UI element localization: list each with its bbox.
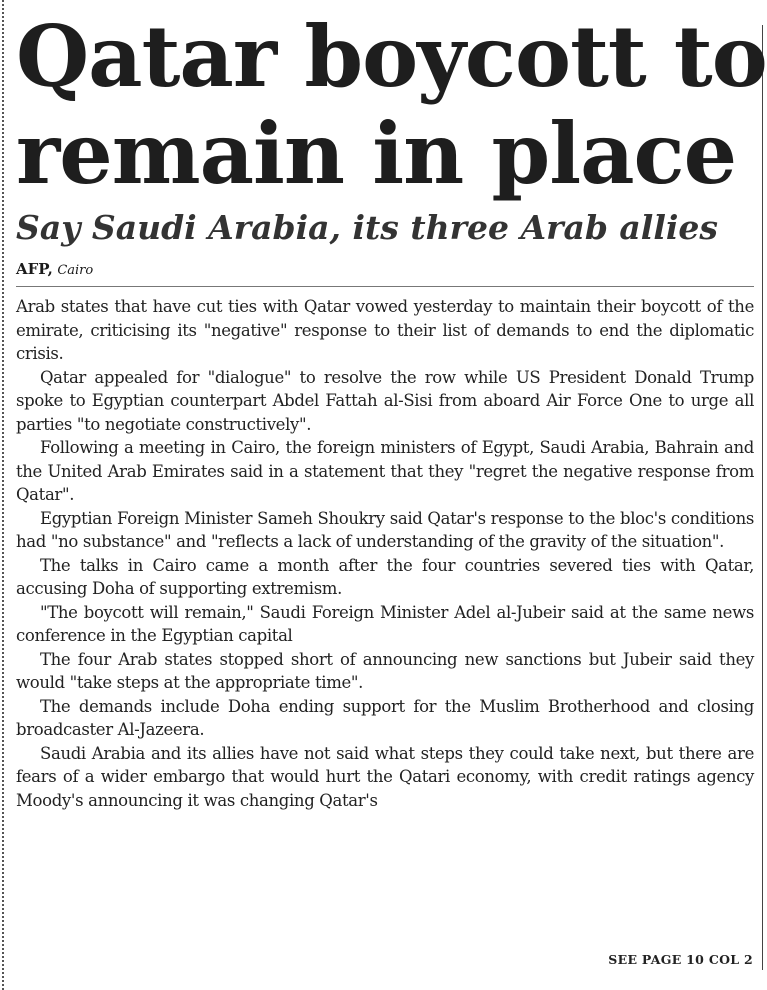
headline (16, 7, 767, 203)
paragraph-8: The demands include Doha ending support for the Muslim Brotherhood and closing broadcaster Al-Jazeera. (16, 696, 754, 739)
paragraph-2: Qatar appealed for "dialogue" to resolve the row while US President Donald Trump spoke to Egyptian counterpart Abdel Fattah al-Sisi from aboard Air Force One to urge all parties "to negotiate constructively". (16, 367, 754, 434)
continuation-jump-line: SEE PAGE 10 COL 2 (608, 952, 753, 967)
column-solid-rule (762, 25, 763, 970)
subheadline: Say Saudi Arabia, its three Arab allies (16, 208, 718, 247)
paragraph-1: Arab states that have cut ties with Qatar vowed yesterday to maintain their boycott of the emirate, criticising its "negative" response to their list of demands to end the diplomatic crisis. (16, 297, 754, 363)
headline-line-2: remain in place (16, 104, 737, 203)
article (16, 7, 767, 812)
paragraph-4: Egyptian Foreign Minister Sameh Shoukry said Qatar's response to the bloc's conditions had "no substance" and "reflects a lack of understanding of the gravity of the situation". (16, 508, 754, 551)
byline-location: Cairo (57, 263, 94, 278)
paragraph-9: Saudi Arabia and its allies have not said what steps they could take next, but there are fears of a wider embargo that would hurt the Qatari economy, with credit ratings agency Moody's announcing it was changing Qatar's (16, 743, 754, 810)
article-body (16, 295, 754, 812)
paragraph-6: "The boycott will remain," Saudi Foreign Minister Adel al-Jubeir said at the same news conference in the Egyptian capital (16, 602, 754, 645)
paragraph-7: The four Arab states stopped short of announcing new sanctions but Jubeir said they would "take steps at the appropriate time". (16, 649, 754, 692)
byline-divider (16, 286, 754, 287)
column-dotted-rule (2, 0, 4, 990)
paragraph-3: Following a meeting in Cairo, the foreign ministers of Egypt, Saudi Arabia, Bahrain and the United Arab Emirates said in a statement that they "regret the negative response from Qatar". (16, 438, 754, 504)
byline (16, 260, 754, 280)
headline-line-1: Qatar boycott to (16, 7, 767, 106)
byline-agency: AFP, (16, 260, 53, 278)
paragraph-5: The talks in Cairo came a month after the four countries severed ties with Qatar, accusing Doha of supporting extremism. (16, 555, 754, 598)
